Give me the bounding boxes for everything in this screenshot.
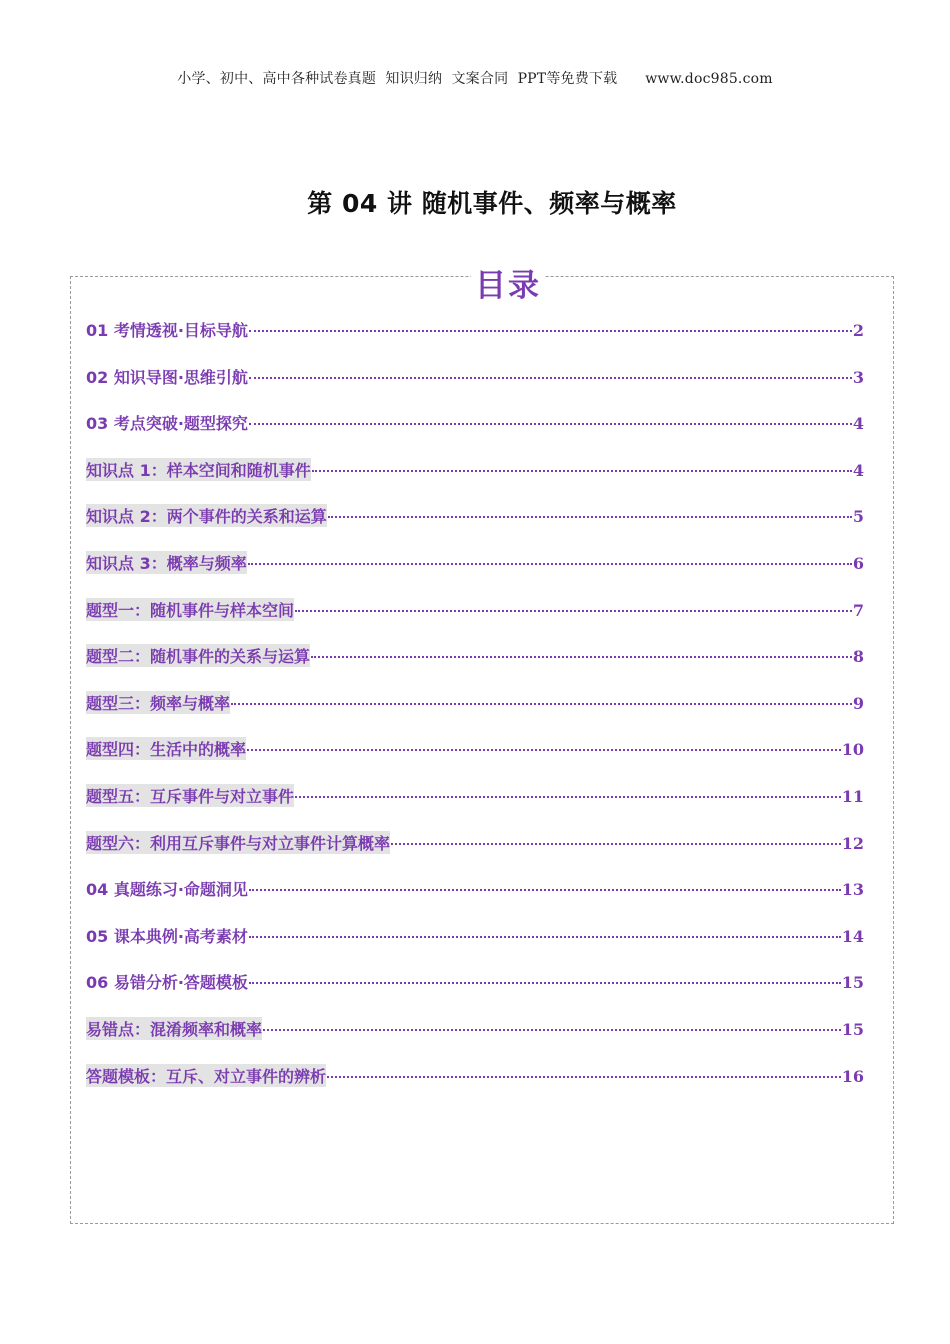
toc-dot-leader: [391, 843, 841, 845]
toc-dot-leader: [247, 749, 841, 751]
toc-entry[interactable]: [86, 411, 864, 458]
toc-entry[interactable]: [86, 691, 864, 738]
toc-entry-page[interactable]: 10: [841, 740, 864, 760]
toc-entry-page[interactable]: 11: [841, 786, 864, 806]
toc-entry-label[interactable]: 06 易错分析·答题模板: [86, 973, 248, 993]
toc-dot-leader: [248, 563, 852, 565]
toc-dot-leader: [249, 377, 852, 379]
toc-entry-page[interactable]: 12: [841, 833, 864, 853]
toc-dot-leader: [249, 330, 852, 332]
toc-entry-page[interactable]: 16: [841, 1066, 864, 1086]
toc-entry[interactable]: [86, 598, 864, 645]
toc-entry[interactable]: [86, 551, 864, 598]
toc-entry-label[interactable]: 知识点 3：概率与频率: [86, 551, 247, 574]
toc-entry-label[interactable]: 题型四：生活中的概率: [86, 737, 246, 760]
toc-entry-page[interactable]: 14: [841, 926, 864, 946]
toc-dot-leader: [249, 889, 841, 891]
toc-dot-leader: [312, 470, 852, 472]
page-header: 小学、初中、高中各种试卷真题 知识归纳 文案合同 PPT等免费下载 www.doc985.com: [177, 71, 773, 87]
toc-entry-label[interactable]: 题型三：频率与概率: [86, 691, 230, 714]
toc-dot-leader: [295, 610, 852, 612]
toc-entry[interactable]: [86, 877, 864, 924]
toc-entry[interactable]: [86, 1064, 864, 1111]
toc-entry-label[interactable]: 04 真题练习·命题洞见: [86, 880, 248, 900]
toc-dot-leader: [249, 936, 841, 938]
toc-entry-label[interactable]: 答题模板：互斥、对立事件的辨析: [86, 1064, 326, 1087]
toc-heading-text: 目录: [471, 268, 545, 304]
toc-entry[interactable]: [86, 458, 864, 505]
toc-entry[interactable]: [86, 737, 864, 784]
toc-entry-page[interactable]: 2: [852, 321, 864, 340]
toc-entry-page[interactable]: 15: [841, 973, 864, 993]
toc-dot-leader: [327, 1076, 841, 1078]
toc-entry-label[interactable]: 题型五：互斥事件与对立事件: [86, 784, 294, 807]
toc-entry-label[interactable]: 题型一：随机事件与样本空间: [86, 598, 294, 621]
toc-entry-label[interactable]: 知识点 2：两个事件的关系和运算: [86, 504, 327, 527]
toc-entry-page[interactable]: 13: [841, 880, 864, 900]
toc-dot-leader: [249, 982, 841, 984]
toc-dot-leader: [231, 703, 852, 705]
document-title: 第 04 讲 随机事件、频率与概率: [307, 189, 677, 218]
toc-entry[interactable]: [86, 831, 864, 878]
toc-entry-label[interactable]: 易错点：混淆频率和概率: [86, 1017, 262, 1040]
toc-entry-page[interactable]: 7: [852, 600, 864, 620]
toc-entry-page[interactable]: 15: [841, 1019, 864, 1039]
toc-entry-page[interactable]: 6: [852, 553, 864, 573]
toc-entry-label[interactable]: 知识点 1：样本空间和随机事件: [86, 458, 311, 481]
toc-entry-label[interactable]: 05 课本典例·高考素材: [86, 926, 248, 946]
toc-entry-page[interactable]: 4: [852, 460, 864, 480]
toc-entry[interactable]: [86, 504, 864, 551]
toc-dot-leader: [295, 796, 841, 798]
toc-entry[interactable]: [86, 365, 864, 412]
toc-entry-label[interactable]: 01 考情透视·目标导航: [86, 321, 248, 340]
toc-entry[interactable]: [86, 644, 864, 691]
toc-entry[interactable]: [86, 318, 864, 365]
toc-entry-page[interactable]: 9: [852, 693, 864, 713]
toc-entry-label[interactable]: 题型六：利用互斥事件与对立事件计算概率: [86, 831, 390, 854]
toc-entry-page[interactable]: 5: [852, 507, 864, 527]
toc-heading: [0, 260, 950, 305]
toc-entry[interactable]: [86, 970, 864, 1017]
toc-entry[interactable]: [86, 1017, 864, 1064]
toc-list: [86, 318, 864, 1110]
toc-entry[interactable]: [86, 924, 864, 971]
toc-dot-leader: [249, 423, 852, 425]
toc-entry[interactable]: [86, 784, 864, 831]
toc-entry-label[interactable]: 02 知识导图·思维引航: [86, 367, 248, 387]
toc-entry-page[interactable]: 4: [852, 414, 864, 434]
toc-dot-leader: [263, 1029, 841, 1031]
toc-dot-leader: [328, 516, 852, 518]
toc-entry-page[interactable]: 8: [852, 647, 864, 667]
toc-entry-label[interactable]: 03 考点突破·题型探究: [86, 414, 248, 434]
toc-dot-leader: [311, 656, 852, 658]
toc-entry-page[interactable]: 3: [852, 367, 864, 387]
toc-entry-label[interactable]: 题型二：随机事件的关系与运算: [86, 644, 310, 667]
